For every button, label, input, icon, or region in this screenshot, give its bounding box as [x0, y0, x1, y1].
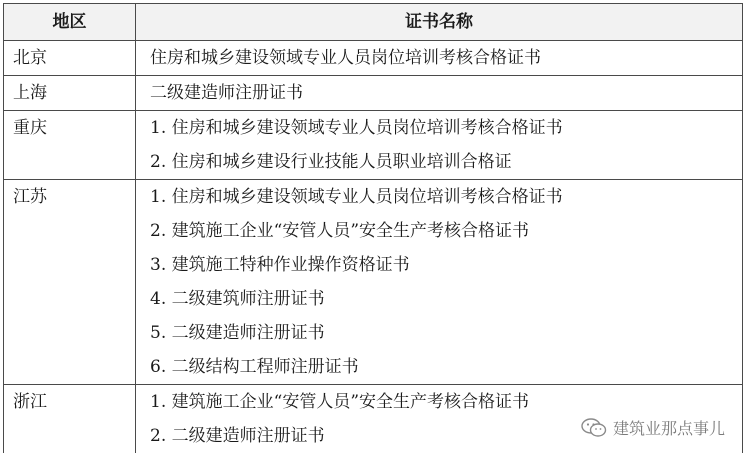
header-certificate-name: 证书名称: [136, 4, 743, 41]
certificate-item: 4. 二级建筑师注册证书: [150, 289, 325, 309]
certificate-cell: [136, 111, 743, 180]
region-cell: 浙江: [4, 385, 136, 454]
certificate-item: 1. 住房和城乡建设领域专业人员岗位培训考核合格证书: [150, 118, 563, 138]
region-cell: 上海: [4, 76, 136, 111]
certificate-item: 5. 二级建造师注册证书: [150, 323, 325, 343]
certificate-item: 3. 建筑施工特种作业操作资格证书: [150, 255, 410, 275]
watermark-text: 建筑业那点事儿: [612, 419, 725, 438]
certificate-item: 2. 二级建造师注册证书: [150, 426, 325, 446]
table-row: [4, 111, 743, 180]
certificate-cell: [136, 76, 743, 111]
table-row: [4, 41, 743, 76]
wechat-icon: [581, 418, 607, 438]
certificate-item: 2. 住房和城乡建设行业技能人员职业培训合格证: [150, 152, 512, 172]
header-region: 地区: [4, 4, 136, 41]
table-header-row: [4, 4, 743, 41]
region-cell: 江苏: [4, 180, 136, 385]
certificate-table: [3, 3, 743, 453]
certificate-item: 住房和城乡建设领域专业人员岗位培训考核合格证书: [150, 48, 541, 68]
table-row: [4, 180, 743, 385]
certificate-cell: [136, 41, 743, 76]
table-row: [4, 76, 743, 111]
region-cell: 北京: [4, 41, 136, 76]
certificate-cell: [136, 180, 743, 385]
certificate-item: 二级建造师注册证书: [150, 83, 303, 103]
certificate-item: 1. 住房和城乡建设领域专业人员岗位培训考核合格证书: [150, 187, 563, 207]
certificate-item: 2. 建筑施工企业“安管人员”安全生产考核合格证书: [150, 221, 530, 241]
watermark: [579, 416, 727, 439]
certificate-item: 6. 二级结构工程师注册证书: [150, 357, 359, 377]
certificate-item: 1. 建筑施工企业“安管人员”安全生产考核合格证书: [150, 392, 530, 412]
region-cell: 重庆: [4, 111, 136, 180]
